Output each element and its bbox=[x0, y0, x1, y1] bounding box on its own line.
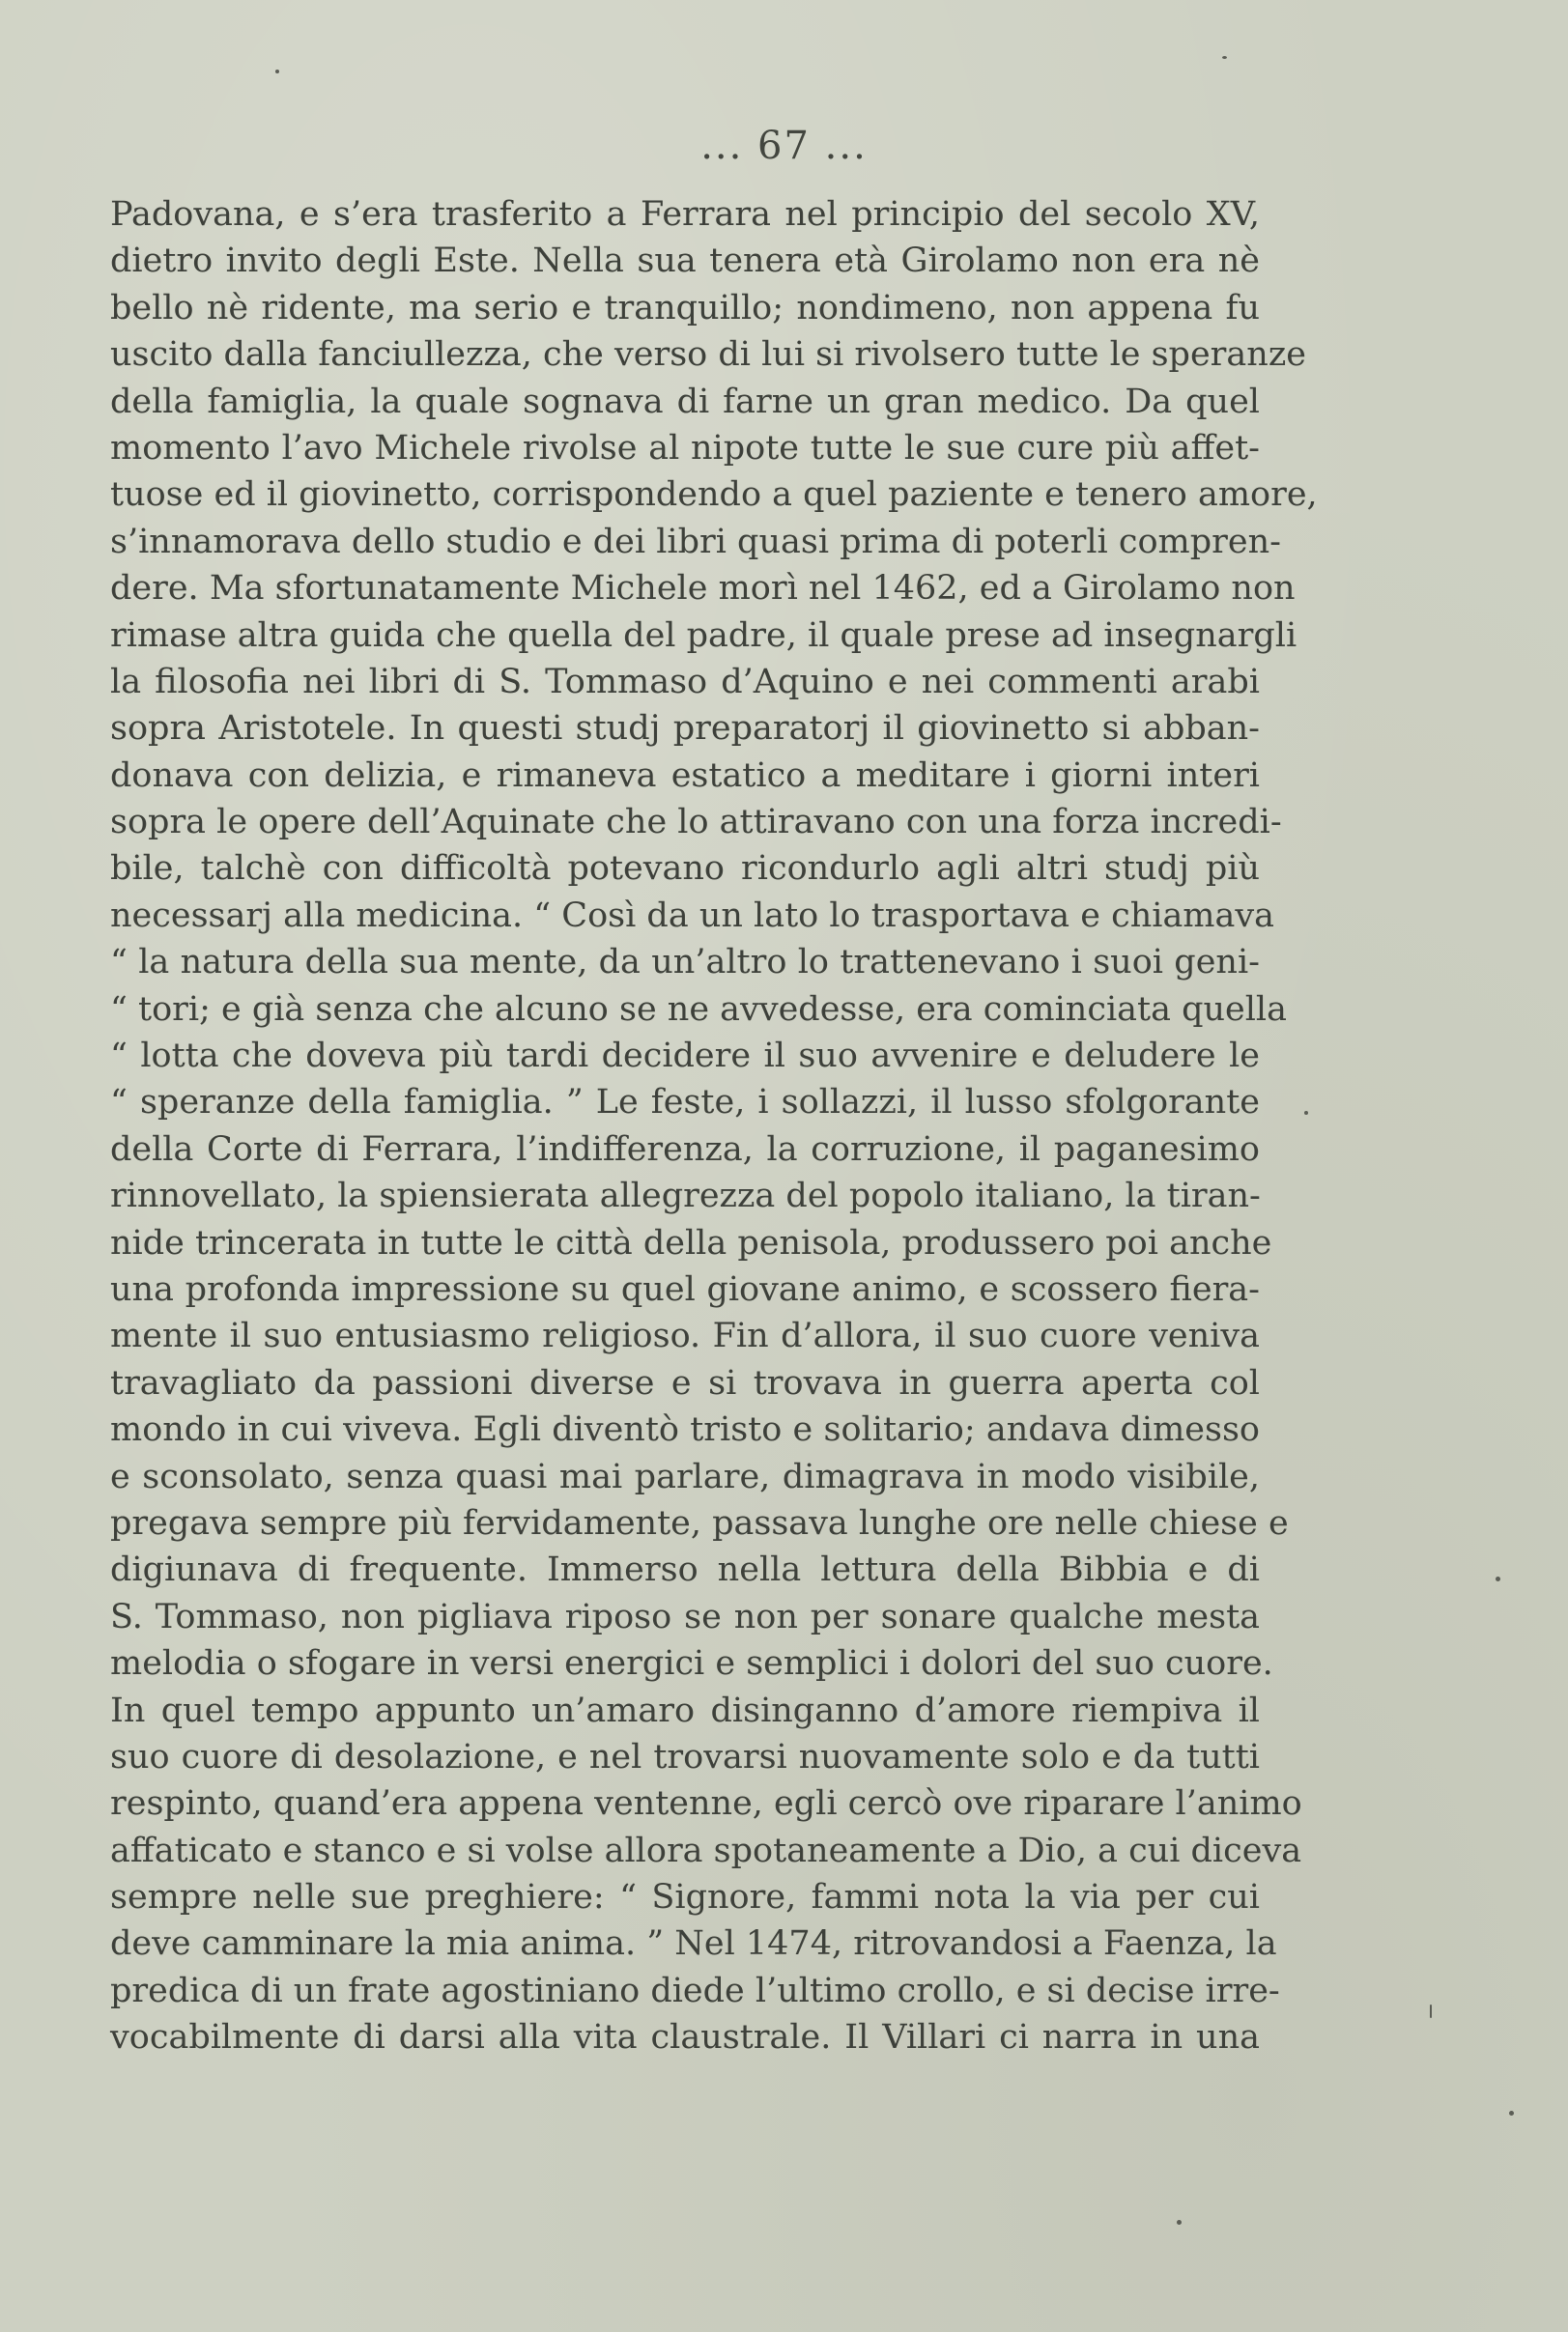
text-line: pregava sempre più fervidamente, passava lunghe ore nelle chiese e bbox=[110, 1503, 1289, 1543]
text-line: predica di un frate agostiniano diede l’ultimo crollo, e si decise irre- bbox=[110, 1971, 1280, 2010]
body-text bbox=[110, 191, 1318, 2062]
text-line: e sconsolato, senza quasi mai parlare, dimagrava in modo visibile, bbox=[110, 1457, 1260, 1496]
text-line: tuose ed il giovinetto, corrispondendo a quel paziente e tenero amore, bbox=[110, 475, 1318, 515]
text-line: vocabilmente di darsi alla vita claustrale. Il Villari ci narra in una bbox=[110, 2018, 1260, 2058]
text-line: momento l’avo Michele rivolse al nipote tutte le sue cure più affet- bbox=[110, 428, 1260, 468]
text-line: “ speranze della famiglia. ” Le feste, i sollazzi, il lusso sfolgorante bbox=[110, 1083, 1260, 1123]
text-line: rimase altra guida che quella del padre, il quale prese ad insegnargli bbox=[110, 615, 1297, 655]
text-line: necessarj alla medicina. “ Così da un lato lo trasportava e chiamava bbox=[110, 896, 1275, 935]
text-line: dere. Ma sfortunatamente Michele morì nel 1462, ed a Girolamo non bbox=[110, 569, 1296, 609]
text-line: nide trincerata in tutte le città della penisola, produssero poi anche bbox=[110, 1223, 1272, 1263]
text-line: una profonda impressione su quel giovane animo, e scossero fiera- bbox=[110, 1269, 1260, 1309]
text-line: mente il suo entusiasmo religioso. Fin d’allora, il suo cuore veniva bbox=[110, 1317, 1260, 1356]
text-line: “ tori; e già senza che alcuno se ne avvedesse, era cominciata quella bbox=[110, 989, 1287, 1029]
text-line: respinto, quand’era appena ventenne, egli cercò ove riparare l’animo bbox=[110, 1784, 1302, 1824]
text-line: travagliato da passioni diverse e si trovava in guerra aperta col bbox=[110, 1363, 1260, 1403]
paper-speck bbox=[1177, 2220, 1182, 2225]
text-line: sempre nelle sue preghiere: “ Signore, fammi nota la via per cui bbox=[110, 1878, 1260, 1918]
text-line: “ la natura della sua mente, da un’altro lo trattenevano i suoi geni- bbox=[110, 943, 1260, 982]
text-line: melodia o sfogare in versi energici e semplici i dolori del suo cuore. bbox=[110, 1644, 1273, 1684]
text-line: bile, talchè con difficoltà potevano ricondurlo agli altri studj più bbox=[110, 849, 1260, 889]
text-line: sopra Aristotele. In questi studj preparatorj il giovinetto si abban- bbox=[110, 709, 1260, 749]
text-line: della Corte di Ferrara, l’indifferenza, la corruzione, il paganesimo bbox=[110, 1129, 1260, 1169]
text-line: Padovana, e s’era trasferito a Ferrara nel principio del secolo XV, bbox=[110, 195, 1260, 234]
paper-speck bbox=[275, 70, 279, 73]
text-line: la filosofia nei libri di S. Tommaso d’Aquino e nei commenti arabi bbox=[110, 662, 1260, 701]
text-line: digiunava di frequente. Immerso nella lettura della Bibbia e di bbox=[110, 1550, 1260, 1590]
paper-speck bbox=[1222, 56, 1227, 59]
text-line: suo cuore di desolazione, e nel trovarsi nuovamente solo e da tutti bbox=[110, 1737, 1260, 1777]
text-line: donava con delizia, e rimaneva estatico a meditare i giorni interi bbox=[110, 755, 1260, 795]
text-line: rinnovellato, la spiensierata allegrezza del popolo italiano, la tiran- bbox=[110, 1177, 1261, 1216]
text-line: In quel tempo appunto un’amaro disinganno d’amore riempiva il bbox=[110, 1691, 1260, 1730]
page-number: ... 67 ... bbox=[700, 124, 868, 168]
text-line: S. Tommaso, non pigliava riposo se non per sonare qualche mesta bbox=[110, 1597, 1260, 1636]
text-line: s’innamorava dello studio e dei libri quasi prima di poterli compren- bbox=[110, 522, 1281, 561]
text-line: della famiglia, la quale sognava di farne un gran medico. Da quel bbox=[110, 382, 1260, 421]
text-line: “ lotta che doveva più tardi decidere il suo avvenire e deludere le bbox=[110, 1037, 1260, 1076]
text-line: mondo in cui viveva. Egli diventò tristo e solitario; andava dimesso bbox=[110, 1410, 1260, 1450]
paper-speck bbox=[1496, 1577, 1500, 1581]
text-line: bello nè ridente, ma serio e tranquillo; nondimeno, non appena fu bbox=[110, 288, 1260, 327]
text-line: uscito dalla fanciullezza, che verso di lui si rivolsero tutte le speranze bbox=[110, 335, 1306, 375]
paper-speck bbox=[1509, 2111, 1514, 2116]
text-line: sopra le opere dell’Aquinate che lo attiravano con una forza incredi- bbox=[110, 803, 1282, 842]
paper-speck bbox=[1304, 1111, 1308, 1115]
text-line: affaticato e stanco e si volse allora spotaneamente a Dio, a cui diceva bbox=[110, 1831, 1302, 1870]
paper-speck bbox=[1430, 2005, 1432, 2018]
text-line: dietro invito degli Este. Nella sua tenera età Girolamo non era nè bbox=[110, 242, 1260, 281]
text-line: deve camminare la mia anima. ” Nel 1474, ritrovandosi a Faenza, la bbox=[110, 1924, 1277, 1964]
